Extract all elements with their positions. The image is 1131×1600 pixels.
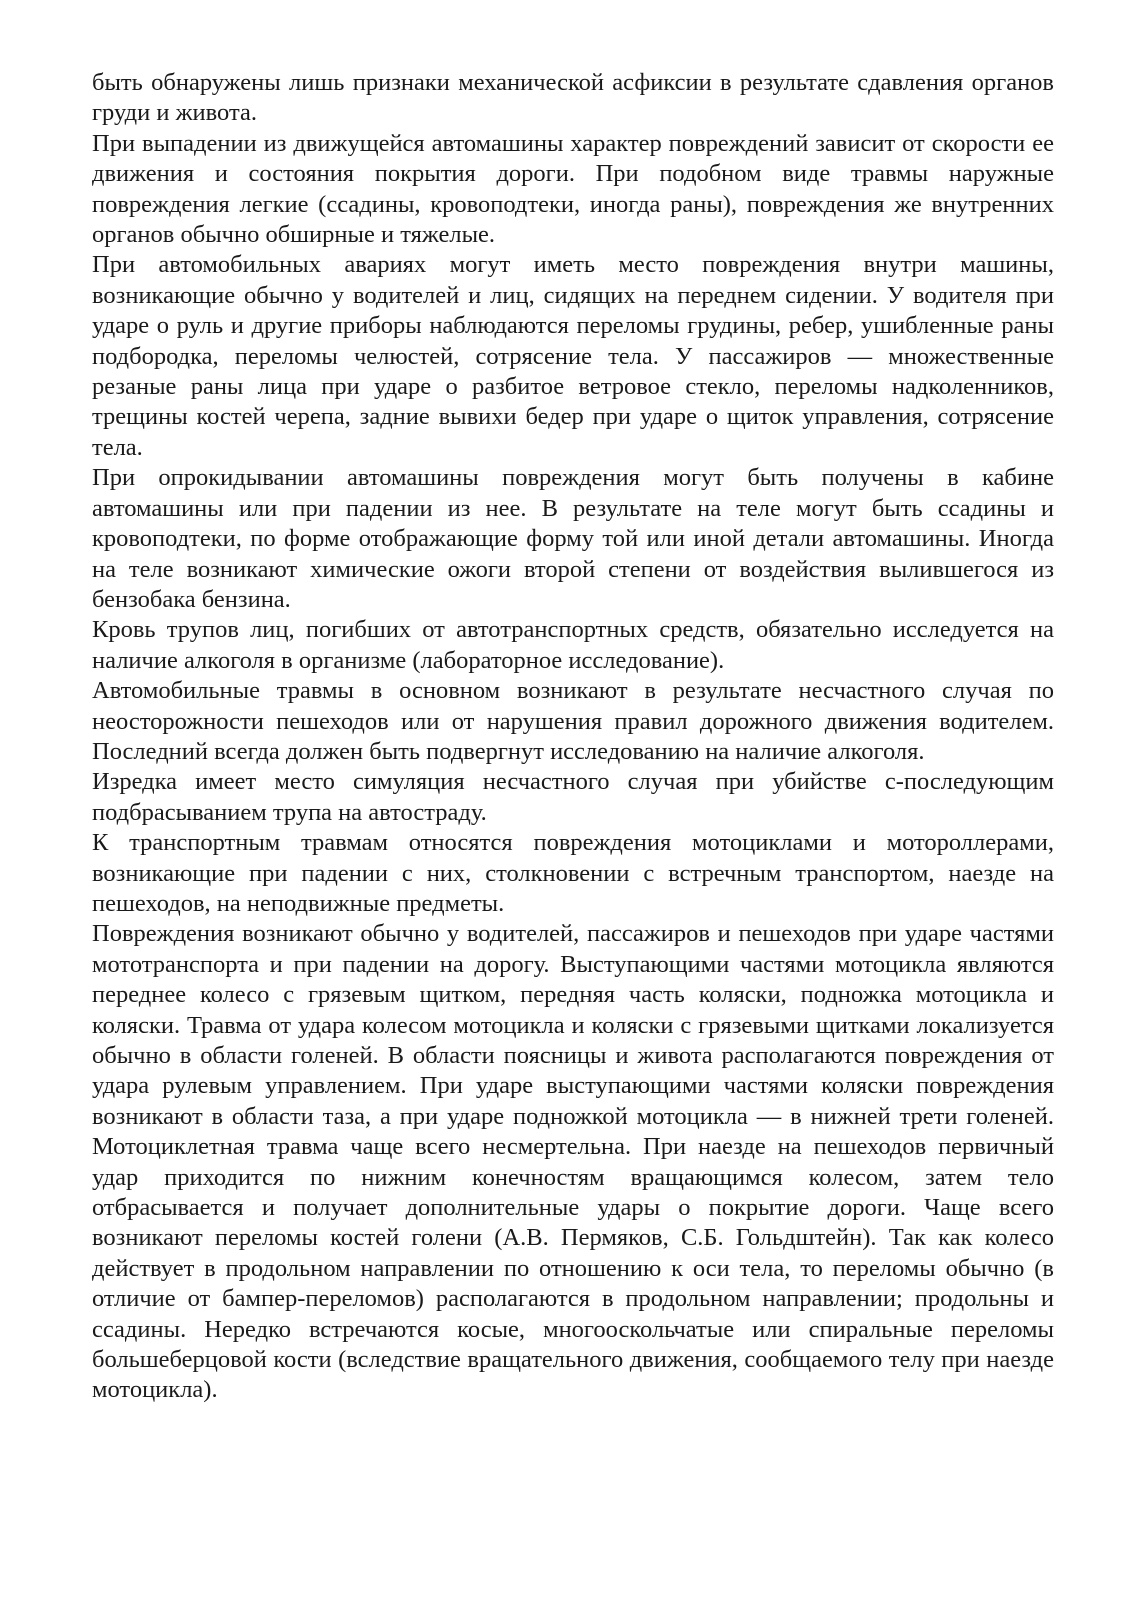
paragraph-6: Автомобильные травмы в основном возникают в результате несчастного случая по неосторожности пешеходов или от нарушения правил дорожного движения водителем. Последний всегда должен быть подвергнут исследованию на наличие алкоголя. — [92, 677, 1054, 765]
paragraph-7: Изредка имеет место симуляция несчастного случая при убийстве с-последующим подбрасыванием трупа на автостраду. — [92, 768, 1054, 826]
paragraph-4: При опрокидывании автомашины повреждения могут быть получены в кабине автомашины или при падении из нее. В результате на теле могут быть ссадины и кровоподтеки, по форме отображающие форму той или иной детали автомашины. Иногда на теле возникают химические ожоги второй степени от воздействия вылившегося из бензобака бензина. — [92, 464, 1054, 613]
paragraph-8: К транспортным травмам относятся повреждения мотоциклами и мотороллерами, возникающие при падении с них, столкновении с встречным транспортом, наезде на пешеходов, на неподвижные предметы. — [92, 829, 1054, 917]
paragraph-5: Кровь трупов лиц, погибших от автотранспортных средств, обязательно исследуется на наличие алкоголя в организме (лабораторное исследование). — [92, 616, 1054, 674]
paragraph-3: При автомобильных авариях могут иметь место повреждения внутри машины, возникающие обычно у водителей и лиц, сидящих на переднем сидении. У водителя при ударе о руль и другие приборы наблюдаются переломы грудины, ребер, ушибленные раны подбородка, переломы челюстей, сотрясение тела. У пассажиров — множественные резаные раны лица при ударе о разбитое ветровое стекло, переломы надколенников, трещины костей черепа, задние вывихи бедер при ударе о щиток управления, сотрясение тела. — [92, 251, 1054, 461]
paragraph-2: При выпадении из движущейся автомашины характер повреждений зависит от скорости ее движения и состояния покрытия дороги. При подобном виде травмы наружные повреждения легкие (ссадины, кровоподтеки, иногда раны), повреждения же внутренних органов обычно обширные и тяжелые. — [92, 129, 1054, 249]
paragraph-9: Повреждения возникают обычно у водителей, пассажиров и пешеходов при ударе частями мототранспорта и при падении на дорогу. Выступающими частями мотоцикла являются переднее колесо с грязевым щитком, передняя часть коляски, подножка мотоцикла и коляски. Травма от удара колесом мотоцикла и коляски с грязевыми щитками локализуется обычно в области голеней. В области поясницы и живота располагаются повреждения от удара рулевым управлением. При ударе выступающими частями коляски повреждения возникают в области таза, а при ударе подножкой мотоцикла — в нижней трети голеней. Мотоциклетная травма чаще всего несмертельна. При наезде на пешеходов первичный удар приходится по нижним конечностям вращающимся колесом, затем тело отбрасывается и получает дополнительные удары о покрытие дороги. Чаще всего возникают переломы костей голени (А.В. Пермяков, С.Б. Гольдштейн). Так как колесо действует в продольном направлении по отношению к оси тела, то переломы обычно (в отличие от бампер-переломов) располагаются в продольном направлении; продольны и ссадины. Нередко встречаются косые, многооскольчатые или спиральные переломы большеберцовой кости (вследствие вращательного движения, сообщаемого телу при наезде мотоцикла). — [92, 920, 1054, 1404]
document-page — [92, 68, 1054, 1406]
paragraph-1: быть обнаружены лишь признаки механической асфиксии в результате сдавления органов груди и живота. — [92, 69, 1054, 127]
